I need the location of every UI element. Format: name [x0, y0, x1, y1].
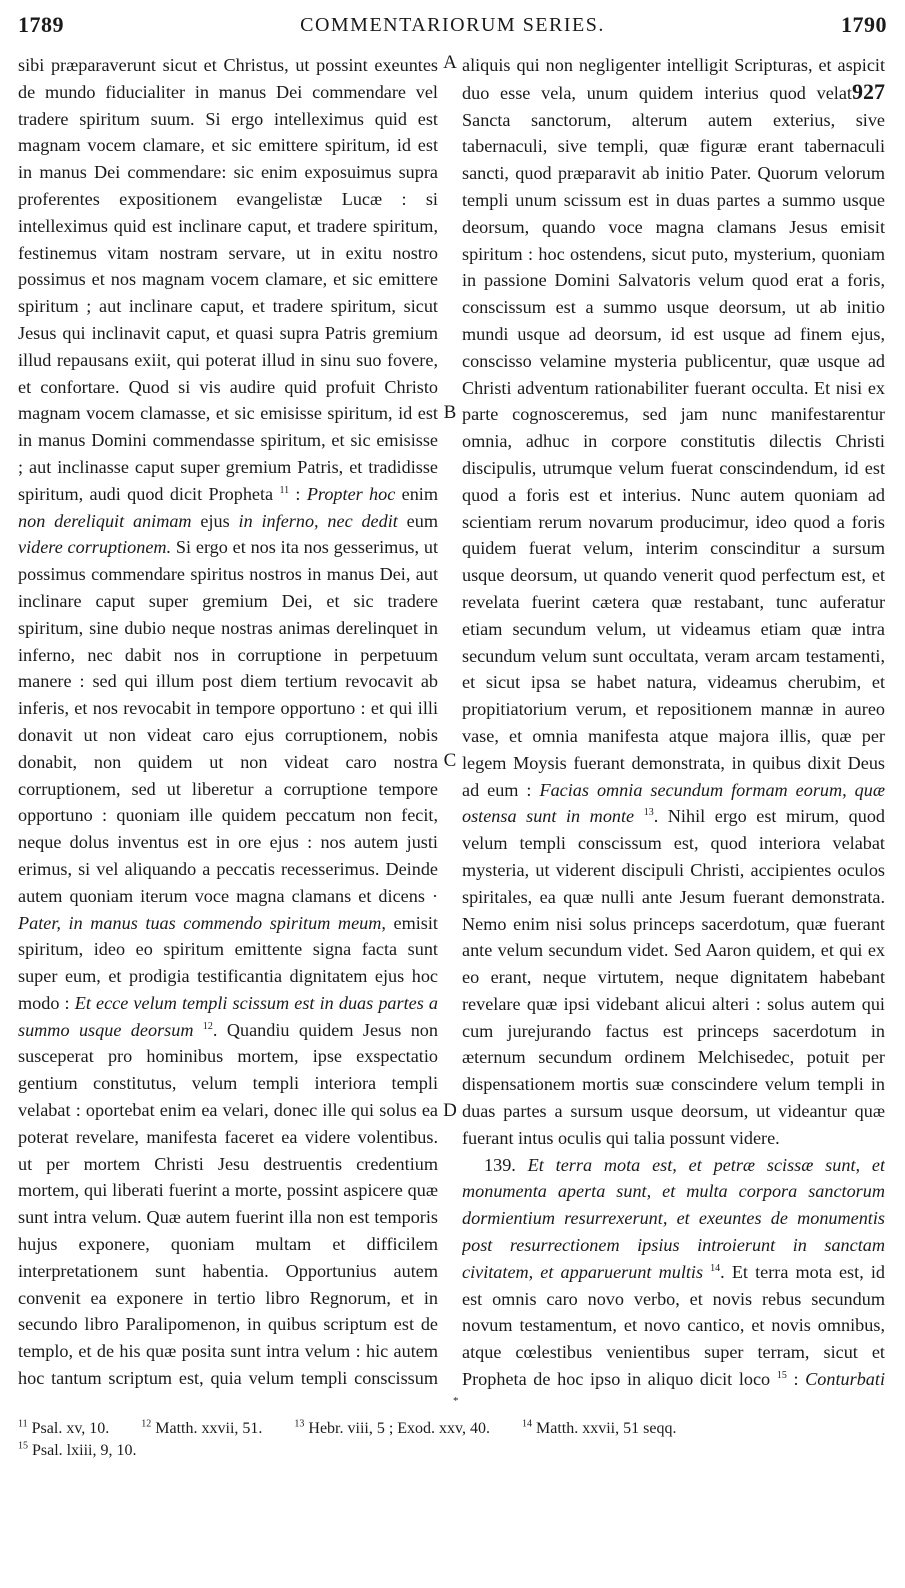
right-column — [462, 52, 885, 1392]
margin-letter-d: D — [443, 1100, 457, 1121]
scripture-quote: Pater, in manus tuas commendo spiritum meum, — [18, 912, 386, 933]
footnotes — [18, 1418, 887, 1462]
scripture-quote: Et terra mota est, et petræ scissæ sunt, et monumenta aperta sunt, et multa corpora sanctorum dormientium resurrexerunt, et exeuntes de monumentis post resurrectionem ipsius introierunt in sanctam civitatem, et apparuerunt multis — [462, 1154, 885, 1282]
footnote-12: $^{12}$ Matth. xxvii, 51. — [141, 1418, 263, 1437]
scripture-quote: Et ecce velum templi scissum est in duas partes a summo usque deorsum — [18, 992, 438, 1040]
column-number: 927 — [852, 78, 885, 104]
running-header — [18, 12, 887, 40]
footnote-11: $^{11}$ Psal. xv, 10. — [18, 1418, 110, 1437]
footnote-row — [18, 1440, 887, 1462]
page-number-left: 1789 — [18, 12, 64, 37]
scripture-quote: Facias omnia secundum formam eorum, quæ ostensa sunt in monte — [462, 779, 885, 827]
running-title: COMMENTARIORUM SERIES. — [300, 14, 605, 36]
footnote-ref-13[interactable]: 13 — [643, 807, 654, 819]
footnote-14: $^{14}$ Matth. xxvii, 51 seqq. — [522, 1418, 677, 1437]
scripture-quote: non dereliquit animam — [18, 510, 192, 531]
margin-letter-a: A — [443, 52, 457, 73]
margin-letter-b: B — [443, 402, 457, 423]
section-number: 139. — [484, 1154, 516, 1175]
footnote-15: $^{15}$ Psal. lxiii, 9, 10. — [18, 1440, 137, 1459]
page-number-right: 1790 — [841, 12, 887, 37]
footnote-ref-15[interactable]: 15 — [776, 1369, 787, 1381]
footnote-13: $^{13}$ Hebr. viii, 5 ; Exod. xxv, 40. — [294, 1418, 491, 1437]
scripture-quote: in inferno, nec dedit — [238, 510, 398, 531]
footnote-ref-12[interactable]: 12 — [202, 1020, 213, 1032]
scripture-quote: Conturbati — [805, 1369, 885, 1390]
section-paragraph: 139. Et terra mota est, et petræ scissæ sunt, et monumenta aperta sunt, et multa corpora sanctorum dormientium resurrexerunt, et exeuntes de monumentis post resurrectionem ipsius introierunt in sanctam civitatem, et apparuerunt multis $^{14}$. Et terra mota est, id est omnis caro novo verbo, et novis rebus secundum novum testamentum, et novo cantico, et novis omnibus, atque cœlestibus venientibus super terram, sicut et Propheta de hoc ipso in aliquo dicit loco $^{15}$ : Conturbati — [462, 1152, 885, 1392]
stray-mark: * — [453, 1395, 459, 1407]
left-column — [18, 52, 438, 1392]
right-paragraph: aliquis qui non negligenter intelligit Scripturas, et aspicit duo esse vela, unum quidem interius quod velat927 Sancta sanctorum, alterum autem exterius, sive tabernaculi, sive templi, quæ figuræ erant tabernaculi sancti, quod præparavit ab initio Pater. Quorum velorum templi unum scissum est in duas partes a summo usque deorsum, quando voce magna clamans Jesus emisit spiritum : hoc ostendens, sicut puto, mysterium, quoniam in passione Domini Salvatoris velum quod erat a foris, conscissum est a summo usque deorsum, ut ab initio mundi usque ad deorsum, id est usque ad finem ejus, conscisso velamine mysteria publicentur, quæ usque ad Christi adventum rationabiliter fuerant occulta. Et nisi ex parte cognosceremus, sed jam nunc manifestarentur omnia, adhuc in corpore constitutis dilectis Christi discipulis, utrumque velum fuerat conscindendum, id est quod a foris est et interius. Nunc autem quoniam ad scientiam rerum novarum producimur, ideo quod a foris quidem fuerat velum, interim conscinditur a sursum usque deorsum, ut quando venerit quod perfectum est, et revelata fuerint cætera quæ restabant, tunc auferatur etiam secundum velum, ut videamus etiam quæ intra secundum velum sunt occultata, veram arcam testamenti, et sicut ipsa se habet natura, videamus cherubim, et propitiatorium verum, et repositionem mannæ in aureo vase, et omnia manifesta atque majora illis, quæ per legem Moysis fuerant demonstrata, in quibus dixit Deus ad eum : Facias omnia secundum formam eorum, quæ ostensa sunt in monte $^{13}$. Nihil ergo est mirum, quod velum templi conscissum est, quod interiora velabat mysteria, ut viderent discipuli Christi, accipientes oculos spiritales, ea quæ nulli ante Jesum fuerant demonstrata. Nemo enim nisi solus princeps sacerdotum, quæ fuerant ante velum secundum videt. Sed Aaron quidem, et qui ex eo erant, neque virtutem, neque dignitatem habebant revelare quæ ipsi videbant alicui alteri : solus autem qui cum jurejurando factus est princeps sacerdotum in æternum secundum ordinem Melchisedec, potuit per dispensationem mortis suæ conscindere velum templi in duas partes a sursum usque deorsum, ut videantur quæ fuerant intus oculis qui talia possunt videre. — [462, 55, 885, 1148]
footnote-ref-14[interactable]: 14 — [710, 1262, 721, 1274]
scripture-quote: videre corruptionem. — [18, 537, 172, 558]
scripture-quote: Propter hoc — [306, 483, 396, 504]
footnote-row — [18, 1418, 887, 1440]
left-paragraph: sibi præparaverunt sicut et Christus, ut possint exeuntes de mundo fiducialiter in manus Dei commendare vel tradere spiritum suum. Si ergo intelleximus quid est magnam vocem clamare, et sic emittere spiritum, id est in manus Dei commendare: sic enim exposuimus supra proferentes expositionem evangelistæ Lucæ : si intelleximus quid est inclinare caput, et tradere spiritum, festinemus vitam nostram servare, ut in exitu nostro possimus et nos magnam vocem clamare, et sic emittere spiritum ; aut inclinare caput, et tradere spiritum, sicut Jesus qui inclinavit caput, et quasi supra Patris gremium illud repausans exiit, qui poterat illud in sinu suo fovere, et confortare. Quod si vis audire quid profuit Christo magnam vocem clamasse, et sic emisisse spiritum, id est in manus Domini commendasse spiritum, et sic emisisse ; aut inclinasse caput super gremium Patris, et tradidisse spiritum, audi quod dicit Propheta $^{11}$ : Propter hoc enim non dereliquit animam ejus in inferno, nec dedit eum videre corruptionem. Si ergo et nos ita nos gesserimus, ut possimus commendare spiritus nostros in manus Dei, aut inclinare caput super gremium Dei, et sic tradere spiritum, sine dubio neque nostras animas derelinquet in inferno, nec dabit nos in corruptione in perpetuum manere : sed qui illum post diem tertium revocavit ab inferis, et nos revocabit in tempore opportuno : et qui illi donavit ut non videat caro ejus corruptionem, nobis donabit, non quidem ut non videat caro nostra corruptionem, sed ut liberetur a corruptione tempore opportuno : quoniam ille quidem peccatum non fecit, neque dolus inventus est in ore ejus : nos autem justi erimus, si vel aliquando a peccatis recesserimus. Deinde autem quoniam iterum voce magna clamans et dicens · Pater, in manus tuas commendo spiritum meum, emisit spiritum, ideo eo spiritum emittente signa facta sunt super eum, et prodigia testificantia dignitatem ejus hoc modo : Et ecce velum templi scissum est in duas partes a summo usque deorsum $^{12}$. Quandiu quidem Jesus non susceperat pro hominibus mortem, ipse exspectatio gentium constitutus, velum templi interiora templi velabat : oportebat enim ea velari, donec ille qui solus ea poterat revelare, manifesta faceret ea videre volentibus. ut per mortem Christi Jesu destruentis credentium mortem, qui liberati fuerint a morte, possint aspicere quæ sunt intra velum. Quæ autem fuerint illa non est temporis hujus exponere, quoniam multam et difficilem interpretationem sunt habentia. Opportunius autem convenit ea exponere in tertio libro Regnorum, et in secundo libro Paralipomenon, in quibus scriptum est de templo, et de his quæ posita sunt intra velum : hic autem hoc tantum scriptum est, quia velum templi conscissum — [18, 55, 438, 1389]
margin-letter-c: C — [443, 750, 457, 771]
footnote-ref-11[interactable]: 11 — [279, 484, 290, 496]
